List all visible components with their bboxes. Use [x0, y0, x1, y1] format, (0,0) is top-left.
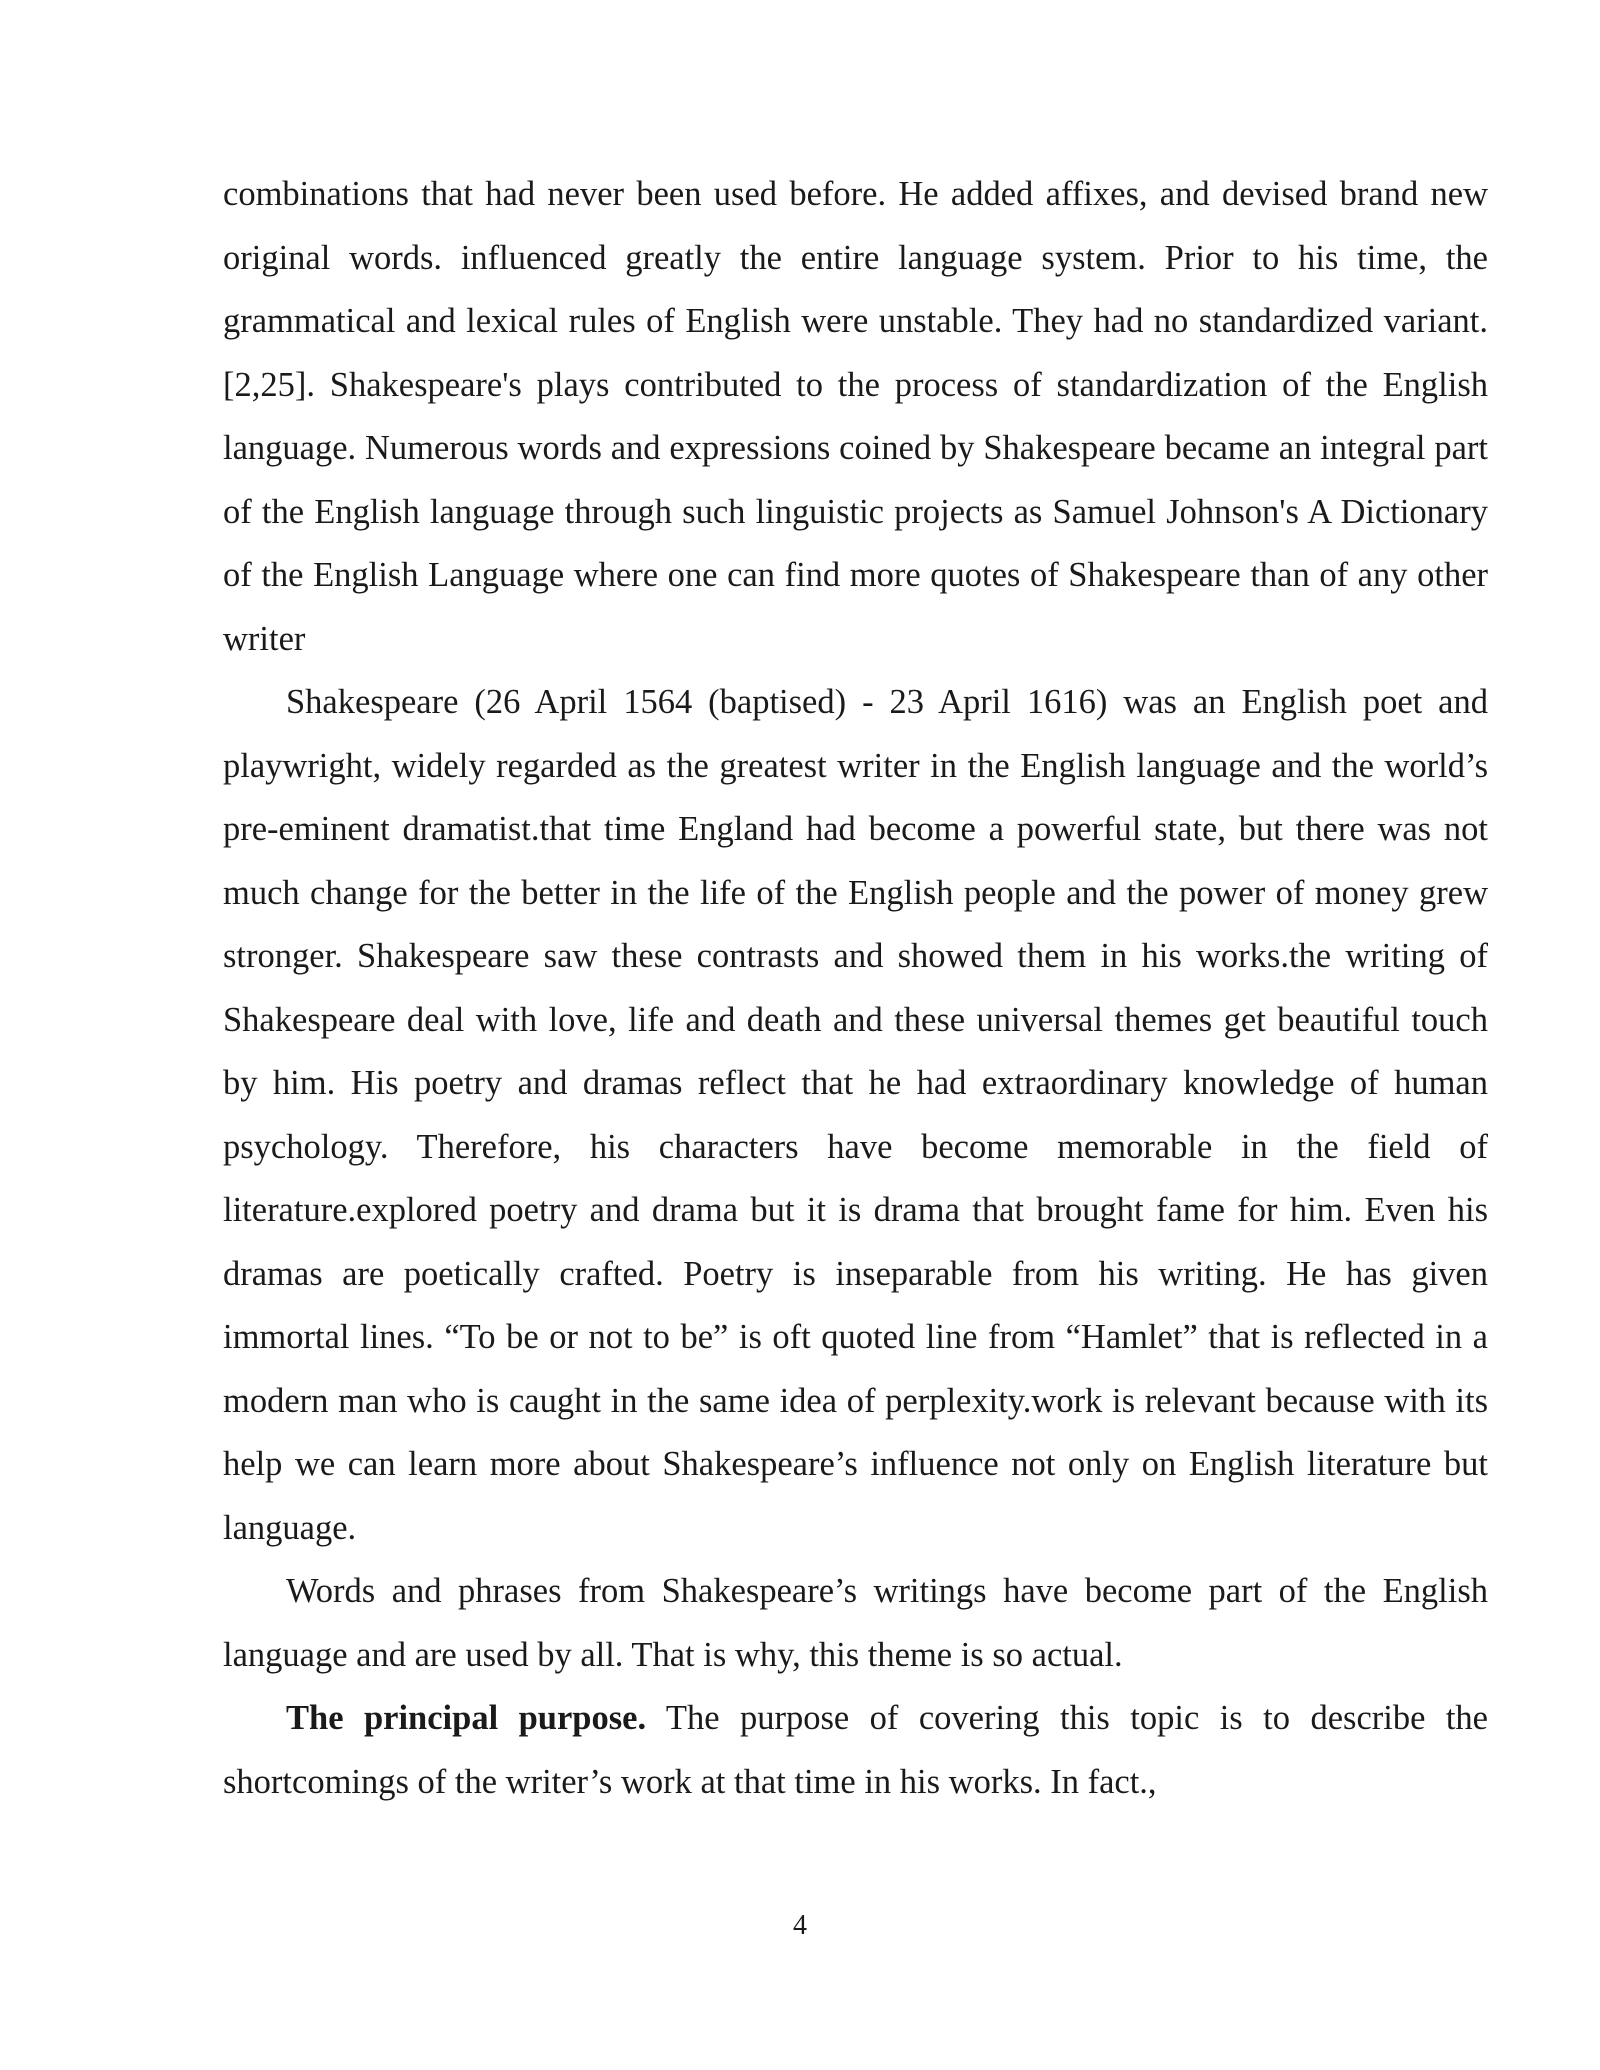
- paragraph-words-phrases: Words and phrases from Shakespeare’s writings have become part of the English language and are used by all. That is why, this theme is so actual.: [223, 1572, 1488, 1674]
- paragraph-principal-purpose: [223, 1687, 1488, 1814]
- page-number: 4: [793, 1910, 807, 1941]
- principal-purpose-text: The purpose of covering this topic is to describe the shortcomings of the writer’s work at that time in his works. In fact.,: [223, 1699, 1488, 1801]
- principal-purpose-heading: The principal purpose.: [286, 1699, 647, 1737]
- paragraph-continuation: combinations that had never been used before. He added affixes, and devised brand new original words. influenced greatly the entire language system. Prior to his time, the grammatical and lexical rules of English were unstable. They had no standardized variant. [2,25]. Shakespeare's plays contributed to the process of standardization of the English language. Numerous words and expressions coined by Shakespeare became an integral part of the English language through such linguistic projects as Samuel Johnson's A Dictionary of the English Language where one can find more quotes of Shakespeare than of any other writer: [223, 175, 1488, 658]
- paragraph-shakespeare-bio: Shakespeare (26 April 1564 (baptised) - 23 April 1616) was an English poet and playwright, widely regarded as the greatest writer in the English language and the world’s pre-eminent dramatist.that time England had become a powerful state, but there was not much change for the better in the life of the English people and the power of money grew stronger. Shakespeare saw these contrasts and showed them in his works.the writing of Shakespeare deal with love, life and death and these universal themes get beautiful touch by him. His poetry and dramas reflect that he had extraordinary knowledge of human psychology. Therefore, his characters have become memorable in the field of literature.explored poetry and drama but it is drama that brought fame for him. Even his dramas are poetically crafted. Poetry is inseparable from his writing. He has given immortal lines. “To be or not to be” is oft quoted line from “Hamlet” that is reflected in a modern man who is caught in the same idea of perplexity.work is relevant because with its help we can learn more about Shakespeare’s influence not only on English literature but language.: [223, 683, 1488, 1547]
- body-text: [223, 163, 1488, 1814]
